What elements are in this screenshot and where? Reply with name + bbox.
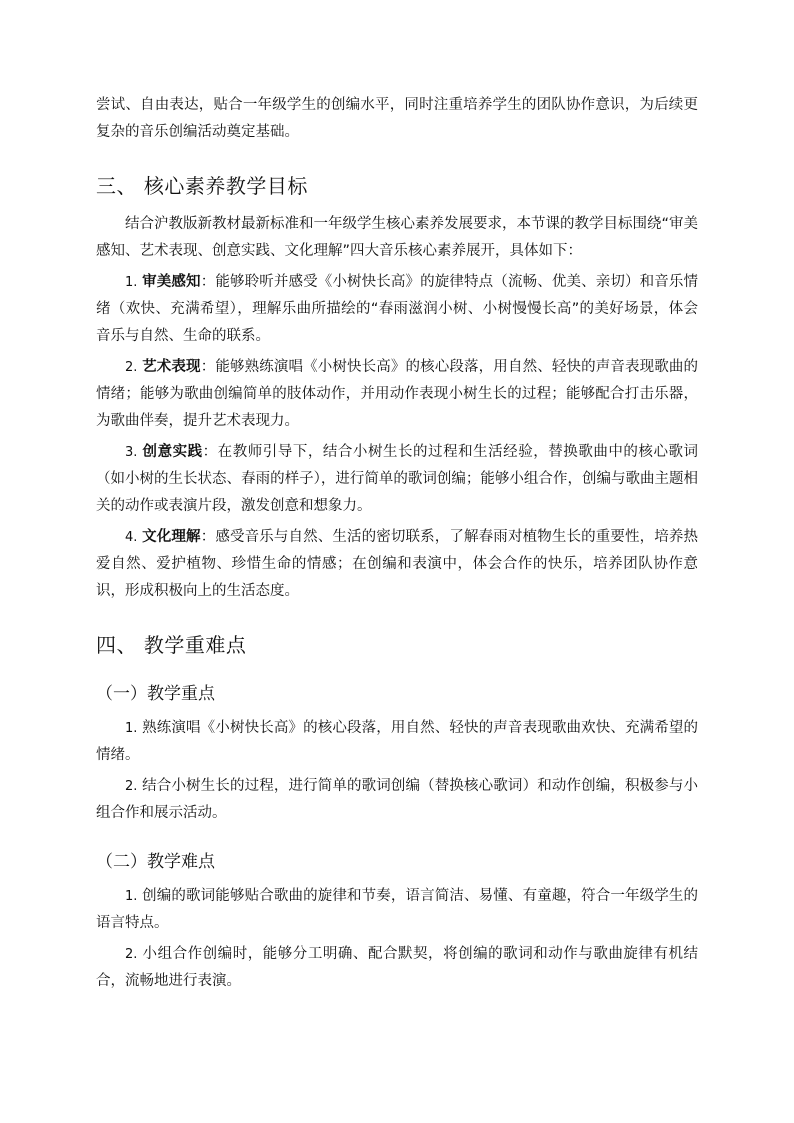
document-page: [96, 92, 698, 995]
subheading-difficulty: （二）教学难点: [96, 852, 215, 872]
item-number: 1.: [125, 275, 138, 290]
difficulty-item: [96, 941, 698, 995]
focus-item: [96, 715, 698, 769]
item-number: 2.: [125, 360, 138, 375]
focus-text: 结合小树生长的过程，进行简单的歌词创编（替换核心歌词）和动作创编，积极参与小组合作和展示活动。: [96, 778, 699, 821]
difficulty-text: 小组合作创编时，能够分工明确、配合默契，将创编的歌词和动作与歌曲旋律有机结合，流畅地进行表演。: [96, 946, 699, 989]
goal-label: 创意实践: [142, 444, 203, 460]
goal-label: 文化理解: [142, 529, 201, 545]
goal-item-culture: [96, 524, 698, 605]
goal-item-expression: [96, 354, 698, 435]
intro-continuation: 尝试、自由表达，贴合一年级学生的创编水平，同时注重培养学生的团队协作意识，为后续更复杂的音乐创编活动奠定基础。: [96, 97, 698, 140]
item-number: 1.: [125, 889, 138, 904]
goal-text: ：能够熟练演唱《小树快长高》的核心段落，用自然、轻快的声音表现歌曲的情绪；能够为歌曲创编简单的肢体动作，并用动作表现小树生长的过程；能够配合打击乐器，为歌曲伴奏，提升艺术表现力。: [96, 359, 699, 429]
focus-item: [96, 773, 698, 827]
item-number: 3.: [125, 445, 138, 460]
item-number: 2.: [125, 779, 138, 794]
goal-text: ：感受音乐与自然、生活的密切联系，了解春雨对植物生长的重要性，培养热爱自然、爱护植物、珍惜生命的情感；在创编和表演中，体会合作的快乐，培养团队协作意识，形成积极向上的生活态度。: [96, 529, 699, 599]
goals-lead-paragraph: 结合沪教版新教材最新标准和一年级学生核心素养发展要求，本节课的教学目标围绕“审美感知、艺术表现、创意实践、文化理解”四大音乐核心素养展开，具体如下：: [96, 216, 699, 259]
item-number: 1.: [125, 721, 138, 736]
focus-text: 熟练演唱《小树快长高》的核心段落，用自然、轻快的声音表现歌曲欢快、充满希望的情绪。: [96, 720, 699, 763]
goal-label: 审美感知: [142, 274, 201, 290]
goal-text: ：在教师引导下，结合小树生长的过程和生活经验，替换歌曲中的核心歌词（如小树的生长状态、春雨的样子），进行简单的歌词创编；能够小组合作，创编与歌曲主题相关的动作或表演片段，激发创意和想象力。: [96, 444, 699, 514]
section-heading-core-goals: 三、 核心素养教学目标: [96, 174, 308, 198]
goal-item-creativity: [96, 439, 698, 520]
goal-text: ：能够聆听并感受《小树快长高》的旋律特点（流畅、优美、亲切）和音乐情绪（欢快、充满希望），理解乐曲所描绘的“春雨滋润小树、小树慢慢长高”的美好场景，体会音乐与自然、生命的联系。: [96, 274, 699, 344]
subheading-focus: （一）教学重点: [96, 684, 215, 704]
item-number: 4.: [125, 530, 138, 545]
goal-label: 艺术表现: [142, 359, 201, 375]
item-number: 2.: [125, 947, 138, 962]
goal-item-aesthetic: [96, 269, 698, 350]
difficulty-text: 创编的歌词能够贴合歌曲的旋律和节奏，语言简洁、易懂、有童趣，符合一年级学生的语言特点。: [96, 888, 699, 931]
difficulty-item: [96, 883, 698, 937]
section-heading-key-points: 四、 教学重难点: [96, 633, 247, 657]
